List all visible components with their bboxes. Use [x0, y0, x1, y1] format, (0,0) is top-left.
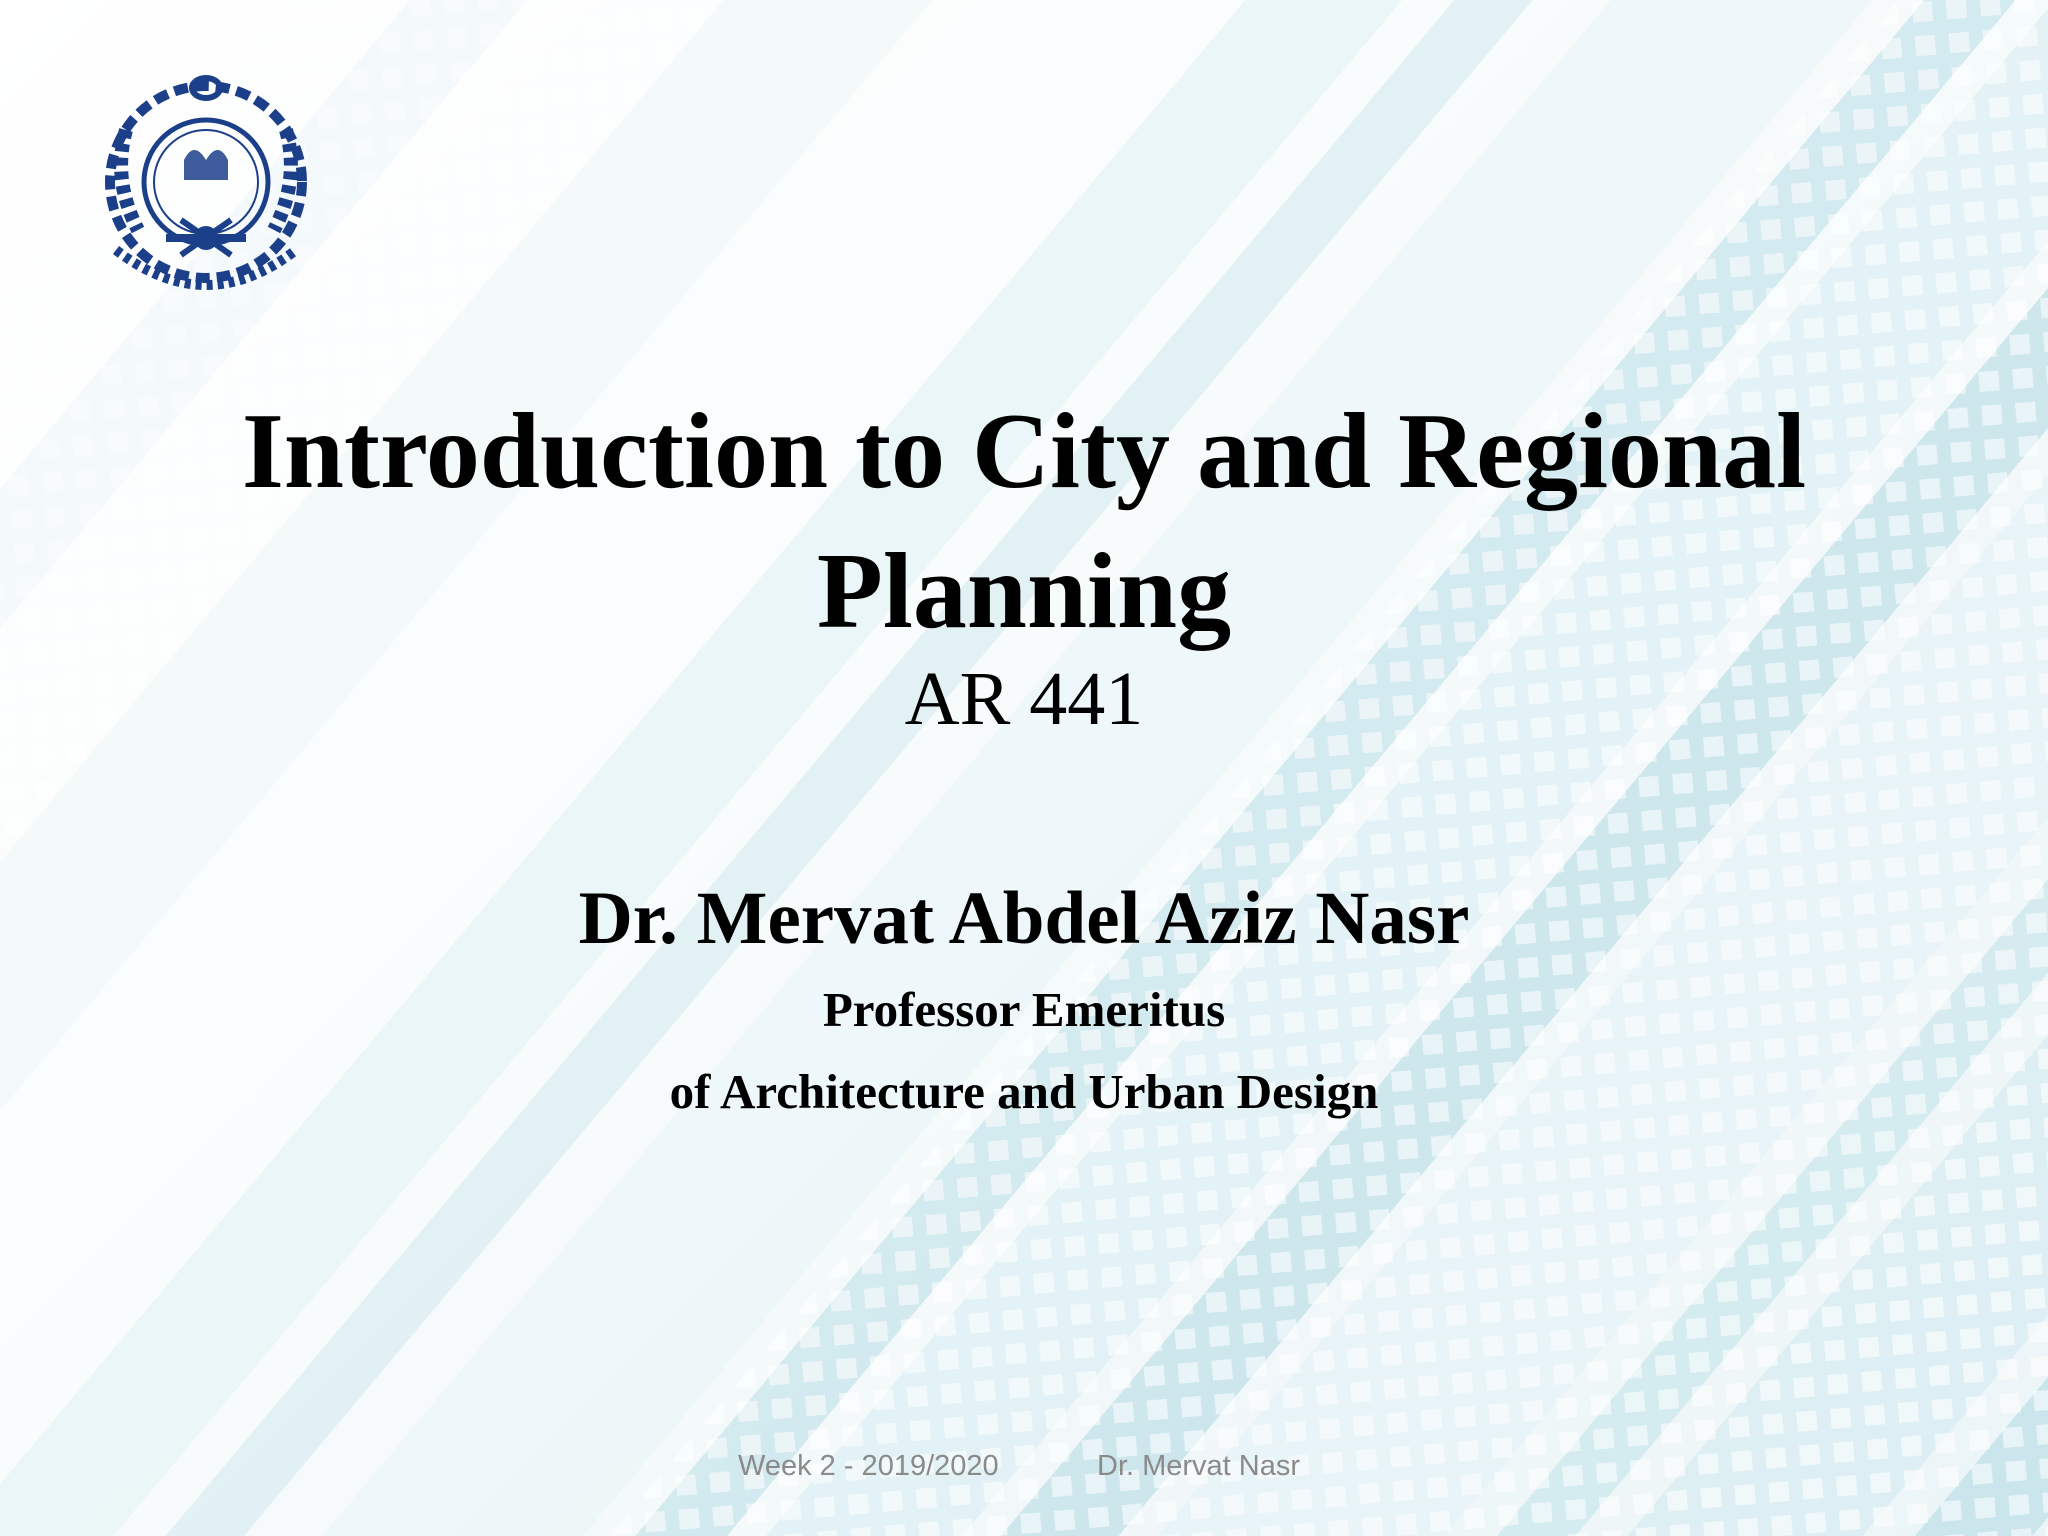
slide-title-line-2: Planning [816, 532, 1232, 651]
slide-title-line-1: Introduction to City and Regional [241, 392, 1807, 511]
presenter-name: Dr. Mervat Abdel Aziz Nasr [578, 877, 1470, 960]
footer-author: Dr. Mervat Nasr [1097, 1450, 1301, 1482]
slide-title [0, 382, 2048, 662]
course-code: AR 441 [904, 657, 1144, 741]
footer-week: Week 2 - 2019/2020 [738, 1450, 999, 1482]
university-emblem-icon [86, 70, 326, 310]
presenter-role-line-1: Professor Emeritus [822, 982, 1226, 1037]
presenter-role-line-2: of Architecture and Urban Design [669, 1064, 1379, 1119]
